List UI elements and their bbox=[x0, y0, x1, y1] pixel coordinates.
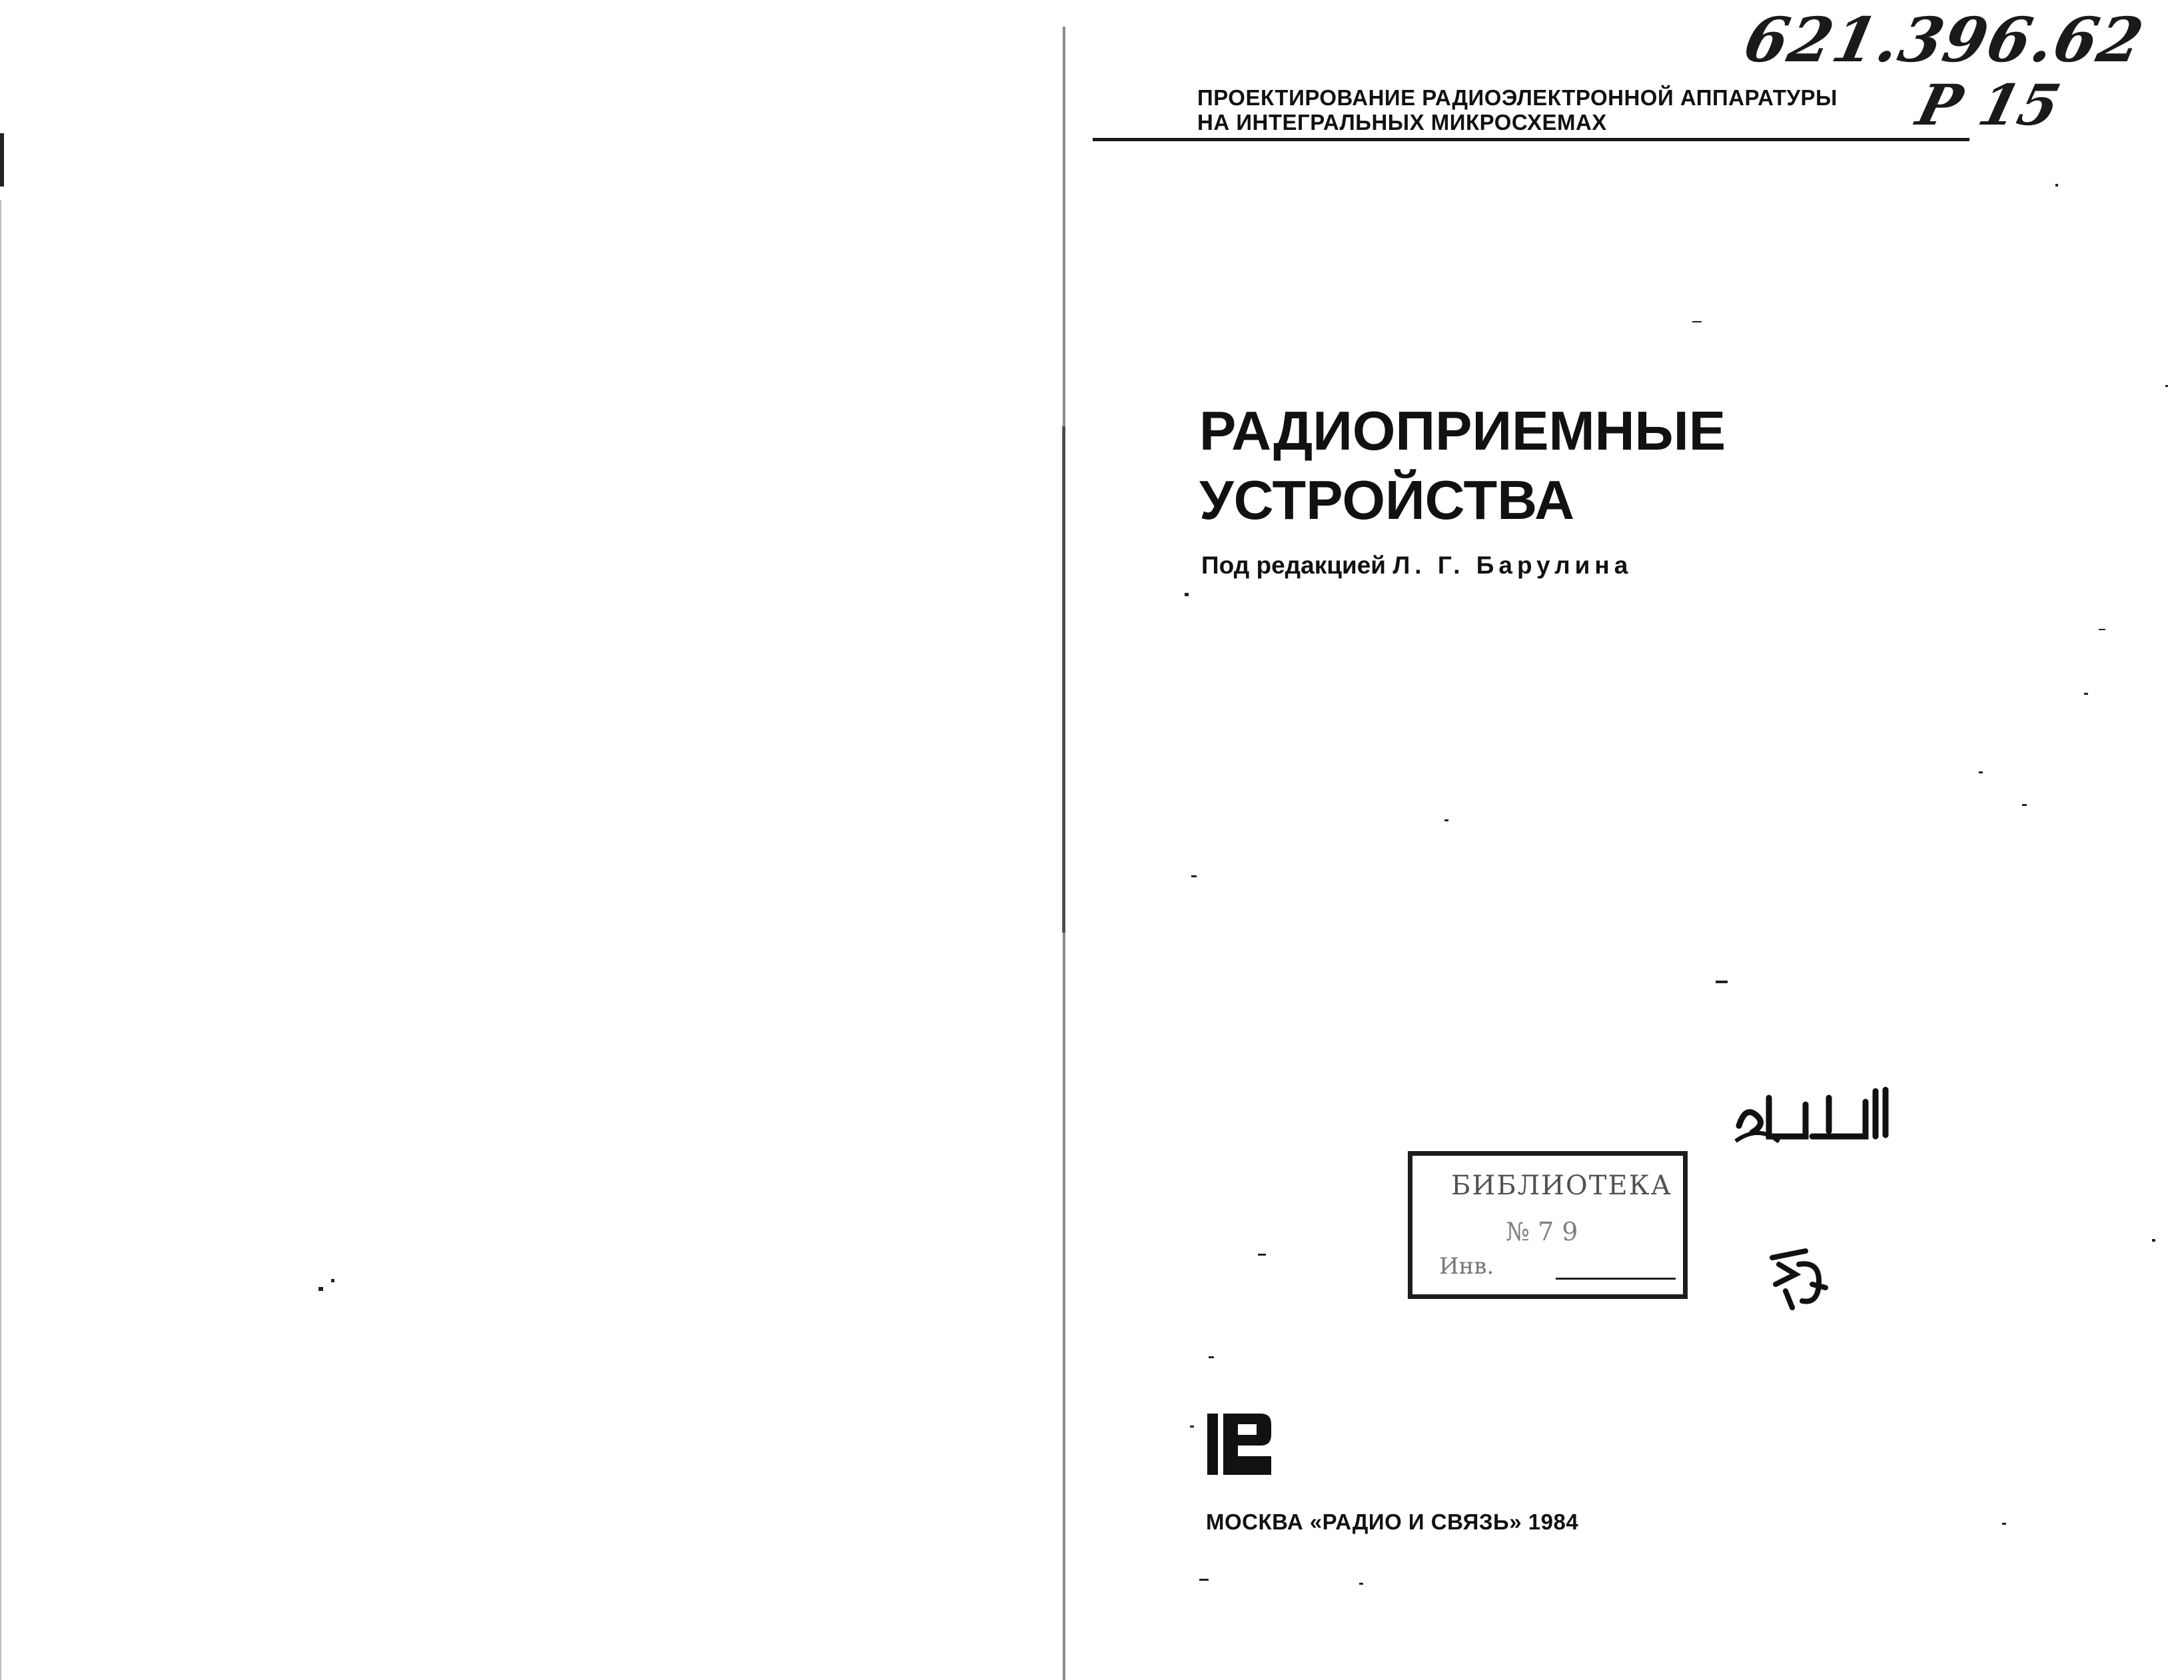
library-stamp bbox=[1408, 1151, 1688, 1299]
book-title bbox=[1199, 396, 1726, 535]
handwritten-shelf-mark: Р 15 bbox=[1910, 72, 2067, 138]
page-gutter-shadow bbox=[1062, 426, 1065, 933]
speck bbox=[1190, 1426, 1194, 1428]
stamp-line-3: Инв. bbox=[1439, 1253, 1494, 1280]
speck bbox=[2099, 629, 2105, 630]
publisher-imprint: МОСКВА «РАДИО И СВЯЗЬ» 1984 bbox=[1206, 1509, 1579, 1534]
left-page-edge-mark bbox=[0, 133, 4, 187]
series-heading bbox=[1197, 85, 1838, 135]
editor-prefix: Под редакцией bbox=[1201, 552, 1386, 579]
series-line-1: ПРОЕКТИРОВАНИЕ РАДИОЭЛЕКТРОННОЙ АППАРАТУРЫ bbox=[1197, 85, 1838, 110]
editor-credit bbox=[1201, 552, 1632, 580]
ink-scribble-mark bbox=[1766, 1244, 1832, 1314]
speck bbox=[2022, 804, 2027, 806]
handwritten-mark bbox=[1732, 1078, 1906, 1148]
speck bbox=[2055, 184, 2058, 187]
speck bbox=[331, 1279, 334, 1282]
speck bbox=[1209, 1356, 1214, 1358]
stamp-rule bbox=[1556, 1278, 1676, 1280]
speck bbox=[1444, 819, 1448, 821]
publisher-logo-icon bbox=[1207, 1411, 1274, 1481]
editor-name: Л. Г. Барулина bbox=[1392, 552, 1633, 579]
speck bbox=[1258, 1254, 1266, 1256]
series-line-2: НА ИНТЕГРАЛЬНЫХ МИКРОСХЕМАХ bbox=[1197, 110, 1607, 135]
title-line-2: УСТРОЙСТВА bbox=[1199, 469, 1575, 531]
header-rule bbox=[1093, 138, 1969, 141]
speck bbox=[2152, 1239, 2155, 1242]
title-line-1: РАДИОПРИЕМНЫЕ bbox=[1199, 400, 1726, 462]
stamp-line-2: № 7 9 bbox=[1506, 1217, 1578, 1246]
speck bbox=[1199, 1579, 1209, 1581]
speck bbox=[1185, 593, 1189, 596]
speck bbox=[2002, 1523, 2006, 1525]
left-page-edge bbox=[0, 200, 1, 1680]
speck bbox=[2165, 385, 2168, 387]
speck bbox=[2084, 693, 2088, 695]
handwritten-classification-code: 621.396.62 bbox=[1738, 4, 2151, 76]
speck bbox=[1716, 981, 1728, 983]
speck bbox=[1191, 875, 1197, 877]
speck bbox=[1979, 771, 1983, 773]
speck bbox=[1692, 321, 1702, 322]
speck bbox=[1359, 1583, 1363, 1585]
stamp-line-1: БИБЛИОТЕКА bbox=[1451, 1170, 1672, 1201]
speck bbox=[318, 1287, 323, 1291]
